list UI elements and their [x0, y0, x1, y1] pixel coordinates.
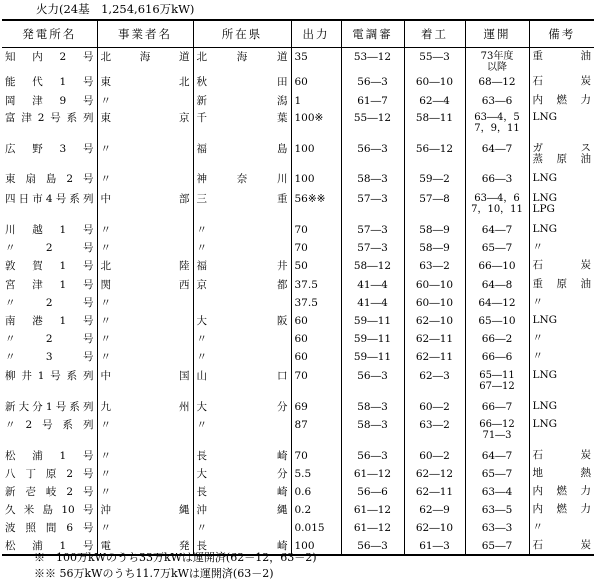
remarks-line: 内燃力 — [532, 485, 591, 497]
cell-output: 100※ — [291, 109, 341, 140]
cell-dentyoushin: 58―12 — [341, 257, 404, 276]
cell-remarks — [529, 221, 594, 239]
cell-chakkou: 60―10 — [404, 294, 465, 312]
unkai-line: 63―6 — [481, 95, 513, 107]
cell-location: 〃 — [193, 416, 291, 447]
cell-output: 70 — [291, 239, 341, 257]
header-row — [2, 20, 594, 48]
header-chakkou: 着工 — [404, 20, 465, 48]
unkai-line: 65―7 — [481, 468, 513, 480]
cell-output: 100 — [291, 170, 341, 190]
cell-location: 〃 — [193, 348, 291, 367]
unkai-line: 66―6 — [481, 351, 513, 363]
unkai-line: 63―3 — [481, 522, 513, 534]
table-row — [2, 48, 594, 74]
cell-remarks — [529, 92, 594, 109]
remarks-line: 〃 — [532, 332, 543, 344]
cell-unkai — [465, 416, 529, 447]
cell-plant-name: 新壱岐2号 — [5, 486, 94, 498]
cell-unkai — [465, 92, 529, 109]
cell-operator: 沖縄 — [97, 501, 193, 519]
cell-plant-name: 松浦1号 — [2, 537, 97, 555]
cell-remarks — [529, 48, 594, 74]
cell-dentyoushin: 57―3 — [341, 239, 404, 257]
unkai-line: 64―8 — [481, 279, 513, 291]
cell-remarks — [529, 501, 594, 519]
cell-remarks — [529, 416, 594, 447]
cell-dentyoushin: 59―11 — [341, 330, 404, 348]
table-row — [2, 465, 594, 483]
unkai-line: 65―7 — [481, 540, 513, 552]
cell-unkai — [465, 170, 529, 190]
unkai-line: 67―12 — [479, 381, 515, 392]
cell-plant-name: 波照間6号 — [5, 522, 94, 534]
cell-output: 60 — [291, 73, 341, 92]
cell-plant-name: 宮津1号 — [5, 279, 94, 291]
table-row — [2, 483, 594, 501]
remarks-line: LPG — [532, 203, 555, 215]
table-row — [2, 501, 594, 519]
unkai-line: 68―12 — [478, 76, 516, 88]
cell-dentyoushin: 56―3 — [341, 73, 404, 92]
table-row — [2, 416, 594, 447]
cell-operator: 北陸 — [97, 257, 193, 276]
cell-plant-name: 八丁原2号 — [5, 468, 94, 480]
cell-dentyoushin: 61―12 — [341, 465, 404, 483]
cell-output: 0.6 — [291, 483, 341, 501]
cell-plant-name: 松浦1号 — [5, 450, 94, 462]
cell-dentyoushin: 61―7 — [341, 92, 404, 109]
cell-unkai — [465, 519, 529, 537]
cell-chakkou: 62―9 — [404, 501, 465, 519]
cell-remarks — [529, 330, 594, 348]
header-remarks: 備考 — [529, 20, 594, 48]
table-row — [2, 519, 594, 537]
cell-output: 60 — [291, 330, 341, 348]
unkai-line: 65―7 — [481, 242, 513, 254]
cell-remarks — [529, 109, 594, 140]
cell-unkai — [465, 140, 529, 170]
cell-remarks — [529, 398, 594, 416]
cell-chakkou: 60―10 — [404, 276, 465, 294]
remarks-line: 地熱 — [532, 467, 591, 479]
cell-unkai — [465, 190, 529, 221]
power-plant-table — [2, 19, 594, 556]
cell-operator: 〃 — [97, 465, 193, 483]
cell-dentyoushin: 55―12 — [341, 109, 404, 140]
footnotes — [34, 550, 317, 582]
cell-operator: 〃 — [97, 519, 193, 537]
unkai-line: 64―12 — [478, 297, 516, 309]
cell-operator: 〃 — [97, 312, 193, 330]
cell-remarks — [529, 465, 594, 483]
cell-remarks — [529, 447, 594, 465]
cell-output: 37.5 — [291, 276, 341, 294]
footnote-2: ※※ 56万kWのうち11.7万kWは運開済(63－2) — [34, 567, 274, 580]
cell-operator: 〃 — [97, 348, 193, 367]
unkai-line: 7，9，11 — [474, 123, 520, 134]
unkai-line: 66―3 — [481, 173, 513, 185]
unkai-line: 64―7 — [481, 224, 513, 236]
unkai-line: 63―4 — [481, 486, 513, 498]
cell-dentyoushin: 58―3 — [341, 398, 404, 416]
cell-location: 長崎 — [193, 537, 291, 555]
cell-unkai — [465, 221, 529, 239]
remarks-line: 石炭 — [532, 75, 591, 87]
cell-location: 長崎 — [193, 447, 291, 465]
cell-output: 0.015 — [291, 519, 341, 537]
cell-dentyoushin: 61―12 — [341, 501, 404, 519]
cell-plant-name: 〃2号 — [5, 242, 94, 254]
cell-unkai — [465, 48, 529, 74]
remarks-line: 蒸原油 — [532, 153, 591, 165]
unkai-line: 65―10 — [478, 315, 516, 327]
cell-dentyoushin: 56―3 — [341, 140, 404, 170]
unkai-line: 73年度 — [480, 51, 514, 62]
table-row — [2, 398, 594, 416]
cell-output: 56※※ — [291, 190, 341, 221]
cell-operator: 〃 — [97, 330, 193, 348]
cell-dentyoushin: 41―4 — [341, 294, 404, 312]
cell-operator: 〃 — [97, 239, 193, 257]
cell-plant-name: 知内2号 — [5, 51, 94, 63]
remarks-line: 石炭 — [532, 539, 591, 551]
cell-plant-name: 東扇島2号 — [5, 173, 94, 185]
cell-dentyoushin: 57―3 — [341, 221, 404, 239]
cell-chakkou: 62―11 — [404, 330, 465, 348]
cell-dentyoushin: 56―3 — [341, 537, 404, 555]
cell-operator: 東京 — [97, 109, 193, 140]
remarks-line: ガス — [532, 142, 591, 154]
cell-location: 大阪 — [193, 312, 291, 330]
cell-remarks — [529, 140, 594, 170]
unkai-line: 71―3 — [482, 430, 512, 441]
cell-output: 0.2 — [291, 501, 341, 519]
cell-location: 京都 — [193, 276, 291, 294]
cell-plant-name: 能代1号 — [5, 76, 94, 88]
cell-chakkou: 56―12 — [404, 140, 465, 170]
cell-plant-name: 〃2号 — [5, 297, 94, 309]
remarks-line: 〃 — [532, 241, 543, 253]
cell-operator: 〃 — [97, 221, 193, 239]
cell-location: 大分 — [193, 398, 291, 416]
unkai-line: 7，10，11 — [471, 204, 523, 215]
cell-remarks — [529, 239, 594, 257]
cell-output: 1 — [291, 92, 341, 109]
cell-operator: 〃 — [97, 447, 193, 465]
unkai-line: 63―4，5 — [474, 112, 520, 123]
table-title: 火力(24基 1,254,616万kW) — [36, 2, 195, 16]
cell-unkai — [465, 465, 529, 483]
unkai-line: 64―7 — [481, 143, 513, 155]
cell-location: 秋田 — [193, 73, 291, 92]
table-row — [2, 312, 594, 330]
cell-unkai — [465, 312, 529, 330]
cell-dentyoushin: 56―6 — [341, 483, 404, 501]
cell-plant-name: 新大分1号系列 — [5, 401, 94, 413]
cell-location: 大分 — [193, 465, 291, 483]
cell-output: 37.5 — [291, 294, 341, 312]
cell-location: 〃 — [193, 239, 291, 257]
cell-dentyoushin: 56―3 — [341, 367, 404, 398]
table-row — [2, 109, 594, 140]
cell-chakkou: 62―10 — [404, 519, 465, 537]
unkai-line: 以降 — [487, 62, 507, 73]
remarks-line: LNG — [532, 172, 558, 184]
table-row — [2, 294, 594, 312]
cell-chakkou: 60―2 — [404, 398, 465, 416]
cell-output: 35 — [291, 48, 341, 74]
cell-remarks — [529, 519, 594, 537]
cell-dentyoushin: 61―12 — [341, 519, 404, 537]
cell-location: 福島 — [193, 140, 291, 170]
cell-operator: 〃 — [97, 416, 193, 447]
cell-unkai — [465, 239, 529, 257]
cell-unkai — [465, 348, 529, 367]
cell-output: 70 — [291, 221, 341, 239]
table-row — [2, 140, 594, 170]
cell-chakkou: 62―3 — [404, 367, 465, 398]
cell-location: 福井 — [193, 257, 291, 276]
header-plant: 発電所名 — [2, 20, 97, 48]
unkai-line: 64―7 — [481, 450, 513, 462]
unkai-line: 66―12 — [479, 419, 515, 430]
cell-location — [193, 294, 291, 312]
cell-location: 〃 — [193, 519, 291, 537]
cell-dentyoushin: 59―11 — [341, 312, 404, 330]
remarks-line: 〃 — [532, 521, 543, 533]
remarks-line: LNG — [532, 223, 558, 235]
table-row — [2, 239, 594, 257]
unkai-line: 66―7 — [481, 401, 513, 413]
cell-location: 〃 — [193, 221, 291, 239]
cell-plant-name: 岡津9号 — [5, 95, 94, 107]
table-row — [2, 330, 594, 348]
remarks-line: 〃 — [532, 350, 543, 362]
cell-location: 〃 — [193, 330, 291, 348]
cell-operator: 〃 — [97, 294, 193, 312]
cell-plant-name: 久米島10号 — [5, 504, 94, 516]
cell-plant-name: 〃3号 — [5, 351, 94, 363]
cell-chakkou: 60―2 — [404, 447, 465, 465]
cell-chakkou: 63―2 — [404, 257, 465, 276]
cell-unkai — [465, 109, 529, 140]
table-row — [2, 170, 594, 190]
table-row — [2, 276, 594, 294]
cell-operator: 〃 — [97, 170, 193, 190]
cell-unkai — [465, 398, 529, 416]
unkai-line: 66―10 — [478, 260, 516, 272]
header-operator: 事業者名 — [97, 20, 193, 48]
remarks-line: 内燃力 — [532, 94, 591, 106]
cell-remarks — [529, 348, 594, 367]
cell-output: 100 — [291, 537, 341, 555]
table-row — [2, 257, 594, 276]
cell-chakkou: 55―3 — [404, 48, 465, 74]
cell-operator: 北海道 — [97, 48, 193, 74]
table-row — [2, 367, 594, 398]
cell-output: 70 — [291, 367, 341, 398]
header-unkai: 運開 — [465, 20, 529, 48]
remarks-line: LNG — [532, 369, 558, 381]
cell-location: 沖縄 — [193, 501, 291, 519]
cell-plant-name: 〃2号系列 — [5, 419, 94, 431]
cell-remarks — [529, 190, 594, 221]
table-row — [2, 73, 594, 92]
cell-unkai — [465, 73, 529, 92]
cell-remarks — [529, 294, 594, 312]
cell-chakkou: 59―2 — [404, 170, 465, 190]
cell-unkai — [465, 257, 529, 276]
cell-remarks — [529, 73, 594, 92]
cell-operator: 関西 — [97, 276, 193, 294]
cell-plant-name: 広野3号 — [5, 143, 94, 155]
cell-location: 長崎 — [193, 483, 291, 501]
cell-operator: 〃 — [97, 483, 193, 501]
cell-operator: 九州 — [97, 398, 193, 416]
cell-chakkou: 57―8 — [404, 190, 465, 221]
table-row — [2, 221, 594, 239]
cell-operator: 〃 — [97, 140, 193, 170]
cell-operator: 〃 — [97, 92, 193, 109]
remarks-line: 重原油 — [532, 278, 591, 290]
cell-remarks — [529, 367, 594, 398]
cell-location: 山口 — [193, 367, 291, 398]
table-row — [2, 447, 594, 465]
cell-chakkou: 63―2 — [404, 416, 465, 447]
cell-plant-name: 富津2号系列 — [5, 112, 94, 124]
header-location: 所在県 — [193, 20, 291, 48]
cell-output: 100 — [291, 140, 341, 170]
cell-chakkou: 60―10 — [404, 73, 465, 92]
cell-chakkou: 61―3 — [404, 537, 465, 555]
cell-operator: 電発 — [97, 537, 193, 555]
cell-remarks — [529, 170, 594, 190]
cell-remarks — [529, 483, 594, 501]
cell-unkai — [465, 276, 529, 294]
cell-dentyoushin: 56―3 — [341, 447, 404, 465]
remarks-line: LNG — [532, 418, 558, 430]
cell-output: 5.5 — [291, 465, 341, 483]
remarks-line: LNG — [532, 192, 558, 204]
remarks-line: LNG — [532, 314, 558, 326]
remarks-line: 重油 — [532, 50, 591, 62]
cell-operator: 中国 — [97, 367, 193, 398]
cell-plant-name: 敦賀1号 — [5, 260, 94, 272]
cell-plant-name: 〃2号 — [5, 333, 94, 345]
cell-output: 70 — [291, 447, 341, 465]
unkai-line: 63―5 — [481, 504, 513, 516]
cell-chakkou: 62―11 — [404, 483, 465, 501]
cell-plant-name: 川越1号 — [5, 224, 94, 236]
cell-location: 三重 — [193, 190, 291, 221]
cell-output: 50 — [291, 257, 341, 276]
footnote-1: ※ 100万kWのうち33万kWは運開済(62－12，63－2) — [34, 551, 317, 564]
cell-location: 新潟 — [193, 92, 291, 109]
cell-unkai — [465, 330, 529, 348]
remarks-line: 〃 — [532, 296, 543, 308]
cell-chakkou: 62―10 — [404, 312, 465, 330]
cell-plant-name: 柳井1号系列 — [5, 370, 94, 382]
cell-output: 60 — [291, 312, 341, 330]
cell-unkai — [465, 447, 529, 465]
unkai-line: 63―4，6 — [474, 193, 520, 204]
cell-dentyoushin: 53―12 — [341, 48, 404, 74]
cell-chakkou: 58―9 — [404, 221, 465, 239]
cell-location: 神奈川 — [193, 170, 291, 190]
cell-chakkou: 62―12 — [404, 465, 465, 483]
cell-unkai — [465, 367, 529, 398]
unkai-line: 66―2 — [481, 333, 513, 345]
cell-location: 北海道 — [193, 48, 291, 74]
remarks-line: 石炭 — [532, 449, 591, 461]
cell-chakkou: 58―9 — [404, 239, 465, 257]
cell-chakkou: 62―4 — [404, 92, 465, 109]
cell-dentyoushin: 58―3 — [341, 416, 404, 447]
cell-location: 千葉 — [193, 109, 291, 140]
remarks-line: 石炭 — [532, 259, 591, 271]
cell-chakkou: 62―11 — [404, 348, 465, 367]
cell-unkai — [465, 501, 529, 519]
remarks-line: 内燃力 — [532, 503, 591, 515]
cell-remarks — [529, 276, 594, 294]
cell-remarks — [529, 257, 594, 276]
cell-dentyoushin: 41―4 — [341, 276, 404, 294]
cell-unkai — [465, 483, 529, 501]
table-row — [2, 190, 594, 221]
cell-operator: 中部 — [97, 190, 193, 221]
header-output: 出力 — [291, 20, 341, 48]
remarks-line: LNG — [532, 111, 558, 123]
cell-unkai — [465, 537, 529, 555]
cell-output: 87 — [291, 416, 341, 447]
cell-plant-name: 四日市4号系列 — [5, 193, 94, 205]
cell-remarks — [529, 537, 594, 555]
table-row — [2, 92, 594, 109]
cell-chakkou: 58―11 — [404, 109, 465, 140]
cell-operator: 東北 — [97, 73, 193, 92]
unkai-line: 65―11 — [479, 370, 515, 381]
cell-unkai — [465, 294, 529, 312]
cell-dentyoushin: 59―11 — [341, 348, 404, 367]
cell-output: 69 — [291, 398, 341, 416]
table-row — [2, 348, 594, 367]
table-body — [2, 48, 594, 556]
cell-output: 60 — [291, 348, 341, 367]
cell-dentyoushin: 57―3 — [341, 190, 404, 221]
cell-dentyoushin: 58―3 — [341, 170, 404, 190]
header-dentyoushin: 電調審 — [341, 20, 404, 48]
remarks-line: LNG — [532, 400, 558, 412]
cell-remarks — [529, 312, 594, 330]
cell-plant-name: 南港1号 — [5, 315, 94, 327]
